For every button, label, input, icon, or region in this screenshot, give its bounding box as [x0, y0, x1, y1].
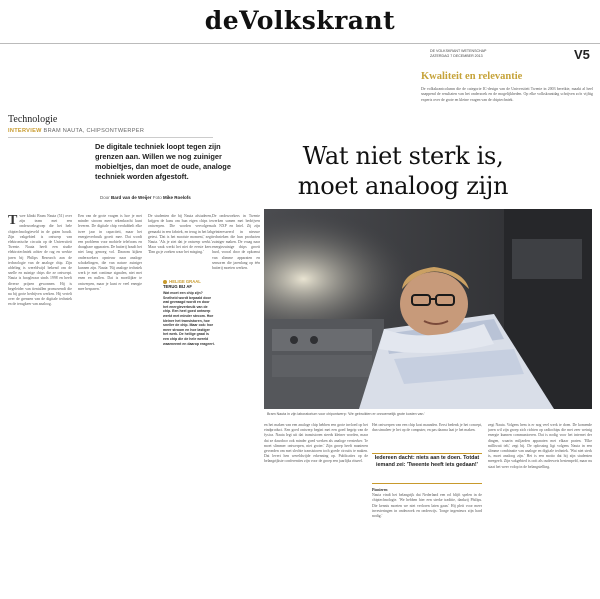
article-column-6-top: Het ontwerpen van een chip kost maanden. Eerst bedenk je het concept, dan simuleer je het op de computer, en pas daarna laat je het maken. — [372, 423, 482, 433]
masthead: deVolkskrant — [204, 6, 396, 35]
paper-meta — [430, 49, 570, 59]
interview-label — [8, 128, 144, 134]
photo-caption: Bram Nauta in zijn laboratorium voor chipontwerp: 'We gebruikten er onnoemelijk grote kosten van.' — [267, 412, 426, 416]
dropcap: T — [8, 214, 18, 228]
byline — [100, 195, 191, 200]
pull-quote: Iedereen dacht: niets aan te doen. Totdat iemand zei: 'Tweente heeft iets gedaan!' — [374, 455, 480, 468]
column-6-subhead: Pionieren — [372, 488, 388, 492]
article-column-4: De onderzoekers in Twente werken samen met bedrijven als NXP en Intel. Zij zijn geïnteresseerd in nieuwe technieken die hun producten zuiniger maken. De vraag naar energiezuinige chips groeit hard, vooral door de opkomst van slimme apparaten en sensoren die jarenlang op één batterij moeten werken. — [212, 214, 260, 271]
article-column-6 — [372, 488, 482, 595]
article-column-2: Een van de grote vragen is hoe je met minder stroom meer rekenkracht kunt leveren. De digitale chip verdubbelt elke twee jaar in capaciteit, maar het energieverbruik groeit mee. Dat wordt een probleem voor mobiele telefoons en draagbare apparaten. De batterij houdt het niet lang genoeg vol. Daarom kijken onderzoekers opnieuw naar analoge schakelingen, die van nature zuiniger kunnen zijn. Nauta: 'Bij analoge techniek werk je met continue signalen, niet met enen en nullen. Dat is moeilijker te ontwerpen, maar je kunt er veel energie mee besparen.' — [78, 214, 142, 291]
paper-meta-line2: ZATERDAG 7 DECEMBER 2013 — [430, 54, 483, 58]
article-column-7: zegt Nauta. Volgens hem is er nog veel werk te doen. De komende jaren wil zijn groep zich richten op radiochips die met zeer weinig energie kunnen communiceren. Dat is nodig voor het internet der dingen, waarin miljarden apparaten met elkaar praten. 'Elke milliwatt telt,' zegt hij. De oplossing ligt volgens Nauta in een slimme combinatie van analoge en digitale techniek. 'Wat niet sterk is, moet analoog zijn.' Het is een motto dat hij zijn studenten meegeeft. Zijn vakgebied is ooit als ouderwets bestempeld, maar nu staat het weer volop in de belangstelling. — [488, 423, 592, 469]
article-column-3: De studenten die bij Nauta afstuderen, krijgen de kans om hun eigen chips te ontwerpen. Die worden vervolgens gemaakt in een fabriek, en terug in het lab getest. 'Dat is het mooiste moment,' zegt Nauta. 'Als je ziet dat je ontwerp werkt.' Maar vaak werkt het niet de eerste keer. 'Dan ga je zoeken waar het misging.' — [148, 214, 212, 255]
headline — [213, 141, 593, 201]
headline-line1: Wat niet sterk is, — [302, 142, 504, 170]
headline-line2: moet analoog zijn — [297, 172, 509, 200]
quote-rule-bottom — [372, 483, 482, 484]
sidebar-tag: HELIGE GRAAL — [169, 279, 201, 284]
section-rule — [8, 137, 213, 138]
column-6-text: Nauta vindt het belangrijk dat Nederland een rol blijft spelen in de chiptechnologie. 'We hebben hier een sterke traditie, dankzij Philips. Die kennis moeten we niet verloren laten gaan.' Hij pleit voor meer investeringen in onderzoek en onderwijs. 'Jonge ingenieurs zijn hard nodig.' — [372, 493, 482, 519]
sidebar-box — [163, 279, 215, 353]
article-column-5: en het maken van een analoge chip hebben een grote invloed op het eindproduct. Een goed ontwerp begint met een goed begrip van de fysica. Nauta legt uit dat transistoren steeds kleiner worden, maar dat ze daardoor ook minder goed werken als analoge versterker. 'Je moet slimmer ontwerpen, niet groter.' Zijn groep heeft manieren gevonden om met slechte transistoren toch goede circuits te maken. Dat levert hen wereldwijde erkenning op. Publicaties op de belangrijkste conferenties zijn voor de groep een jaarlijks ritueel. — [264, 423, 368, 464]
interview-kicker: INTERVIEW — [8, 128, 42, 134]
article-intro: De digitale techniek loopt tegen zijn grenzen aan. Willen we nog zuiniger mobieltjes, dan moet de oude, analoge techniek worden afgestoft. — [95, 142, 231, 181]
kwaliteit-title: Kwaliteit en relevantie — [421, 71, 523, 82]
page-number: V5 — [574, 47, 590, 62]
sidebar-title: TERUG BIJ AF — [163, 284, 192, 289]
article-column-1 — [8, 214, 72, 595]
photo-illustration — [264, 209, 592, 409]
interview-name: BRAM NAUTA, CHIPSONTWERPER — [43, 128, 145, 134]
column-1-text: wee klinkt Bram Nauta (51) over zijn team met een onderzoeksgroep die het hele chiptechnologieveld in de gaten houdt. Zijn vakgebied is ontwerp van elektronische circuits op de Universiteit Twente. Nauta heeft een studie elektrotechniek achter de rug en werkte jaren bij Philips Research aan de technologie van de analoge chip. Zijn afdeling is wereldwijd bekend om de snelle en zuinige chips die ze ontwerpt. Nauta is hoogleraar sinds 1998 en heeft diverse prijzen gewonnen. Hij is begeleider van tientallen promovendi die nu bij grote bedrijven werken. Hij vertelt over de grenzen van de digitale techniek en de terugkeer van analoog. — [8, 214, 72, 307]
byline-foto-label: Foto — [152, 195, 162, 200]
article-photo — [264, 209, 592, 409]
byline-author: Bard van de Weijer — [111, 195, 152, 200]
sidebar-heading — [163, 279, 215, 289]
byline-door-label: Door — [100, 195, 110, 200]
sidebar-body: Wat moet een chip zijn? Snelheid wordt bepaald door wat gevraagd wordt en door het energieverbruik van de chip. Een heel goed ontwerp werkt met minder stroom. Hoe kleiner het transistoren, hoe sneller de chip. Maar ook: hoe meer stroom en hoe lastiger het werk. De heilige graal is een chip die de hele wereld waarneemt en daarop reageert. — [163, 291, 215, 346]
paper-meta-line1: DE VOLKSKRANT WETENSCHAP — [430, 49, 487, 53]
section-title: Technologie — [8, 114, 58, 125]
kwaliteit-body: De volkskrantcolumn die de categorie IC-design van de Universiteit Twente in 2003 bereikte, maakt al heel snappend de resultaten van het onderzoek en de mogelijkheden. Op elke volkskrantdag schrijven zo'n vijftig experts over de grote en kleine vragen van de chiptechniek. — [421, 87, 593, 102]
byline-photographer: Mike Roelofs — [163, 195, 191, 200]
quote-rule-top — [372, 453, 482, 454]
top-rule — [0, 43, 600, 44]
